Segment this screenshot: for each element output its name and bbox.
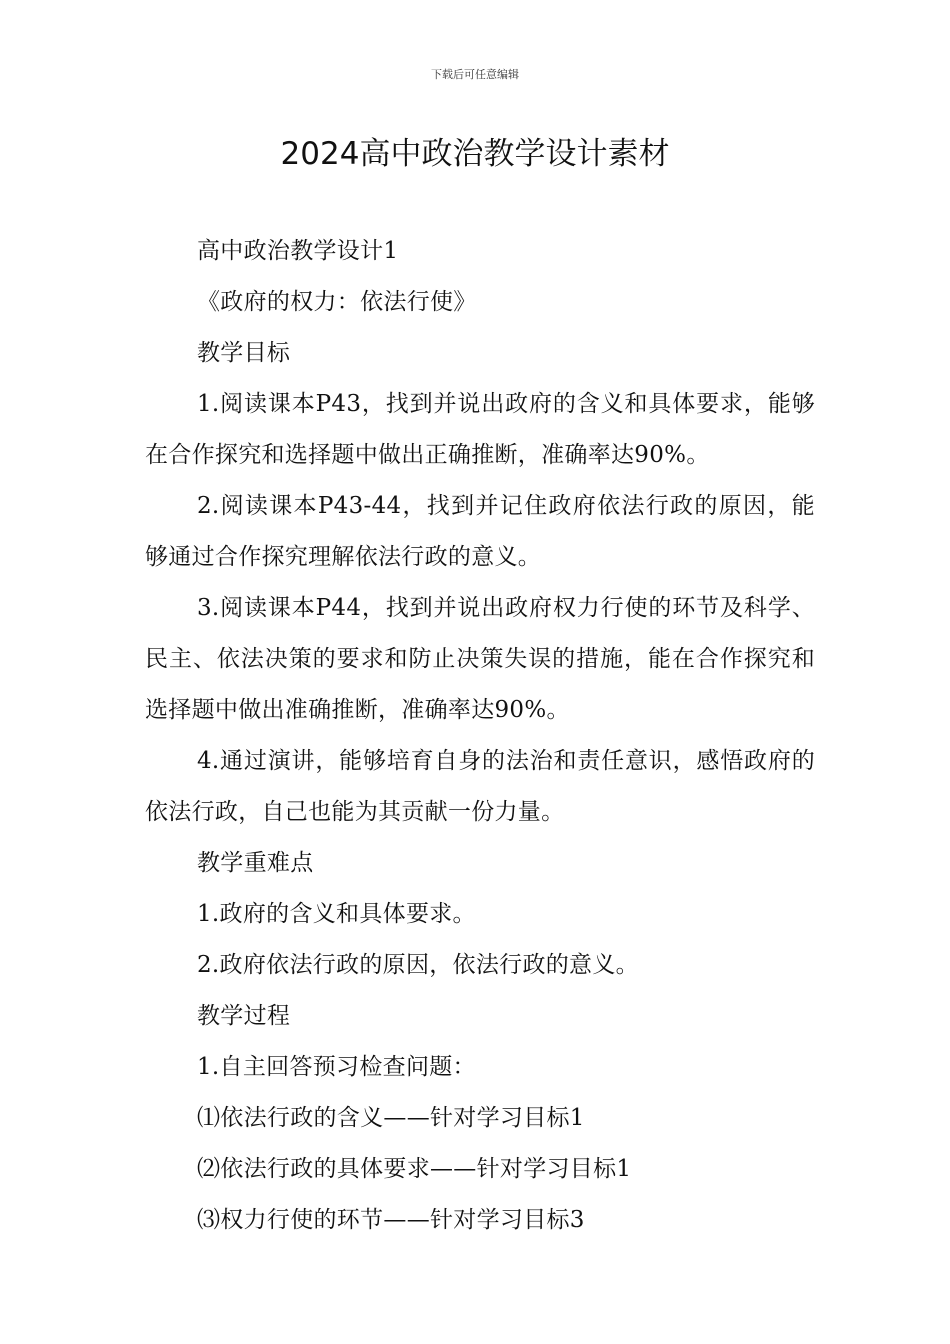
key-point-2: 2.政府依法行政的原因，依法行政的意义。: [197, 952, 639, 978]
process-subitem-1: ⑴依法行政的含义——针对学习目标1: [197, 1105, 585, 1131]
document-body: [145, 226, 815, 1246]
heading-key-points: 教学重难点: [197, 850, 314, 876]
document-title: 2024高中政治教学设计素材: [280, 136, 670, 172]
process-subitem-2: ⑵依法行政的具体要求——针对学习目标1: [197, 1156, 632, 1182]
header-note: 下载后可任意编辑: [431, 68, 519, 81]
goal-item-2: 2.阅读课本P43-44，找到并记住政府依法行政的原因，能够通过合作探究理解依法行政的意义。: [145, 493, 815, 570]
heading-teaching-process: 教学过程: [197, 1003, 291, 1029]
goal-item-4: 4.通过演讲，能够培育自身的法治和责任意识，感悟政府的依法行政，自己也能为其贡献一份力量。: [145, 748, 815, 825]
process-subitem-3: ⑶权力行使的环节——针对学习目标3: [197, 1207, 585, 1233]
key-point-1: 1.政府的含义和具体要求。: [197, 901, 476, 927]
process-step-1: 1.自主回答预习检查问题：: [197, 1054, 476, 1080]
heading-teaching-goals: 教学目标: [197, 340, 291, 366]
goal-item-1: 1.阅读课本P43，找到并说出政府的含义和具体要求，能够在合作探究和选择题中做出正确推断，准确率达90%。: [145, 391, 815, 468]
section-subtitle: 高中政治教学设计1: [197, 238, 399, 264]
lesson-title: 《政府的权力：依法行使》: [197, 289, 477, 315]
goal-item-3: 3.阅读课本P44，找到并说出政府权力行使的环节及科学、民主、依法决策的要求和防止决策失误的措施，能在合作探究和选择题中做出准确推断，准确率达90%。: [145, 595, 815, 723]
